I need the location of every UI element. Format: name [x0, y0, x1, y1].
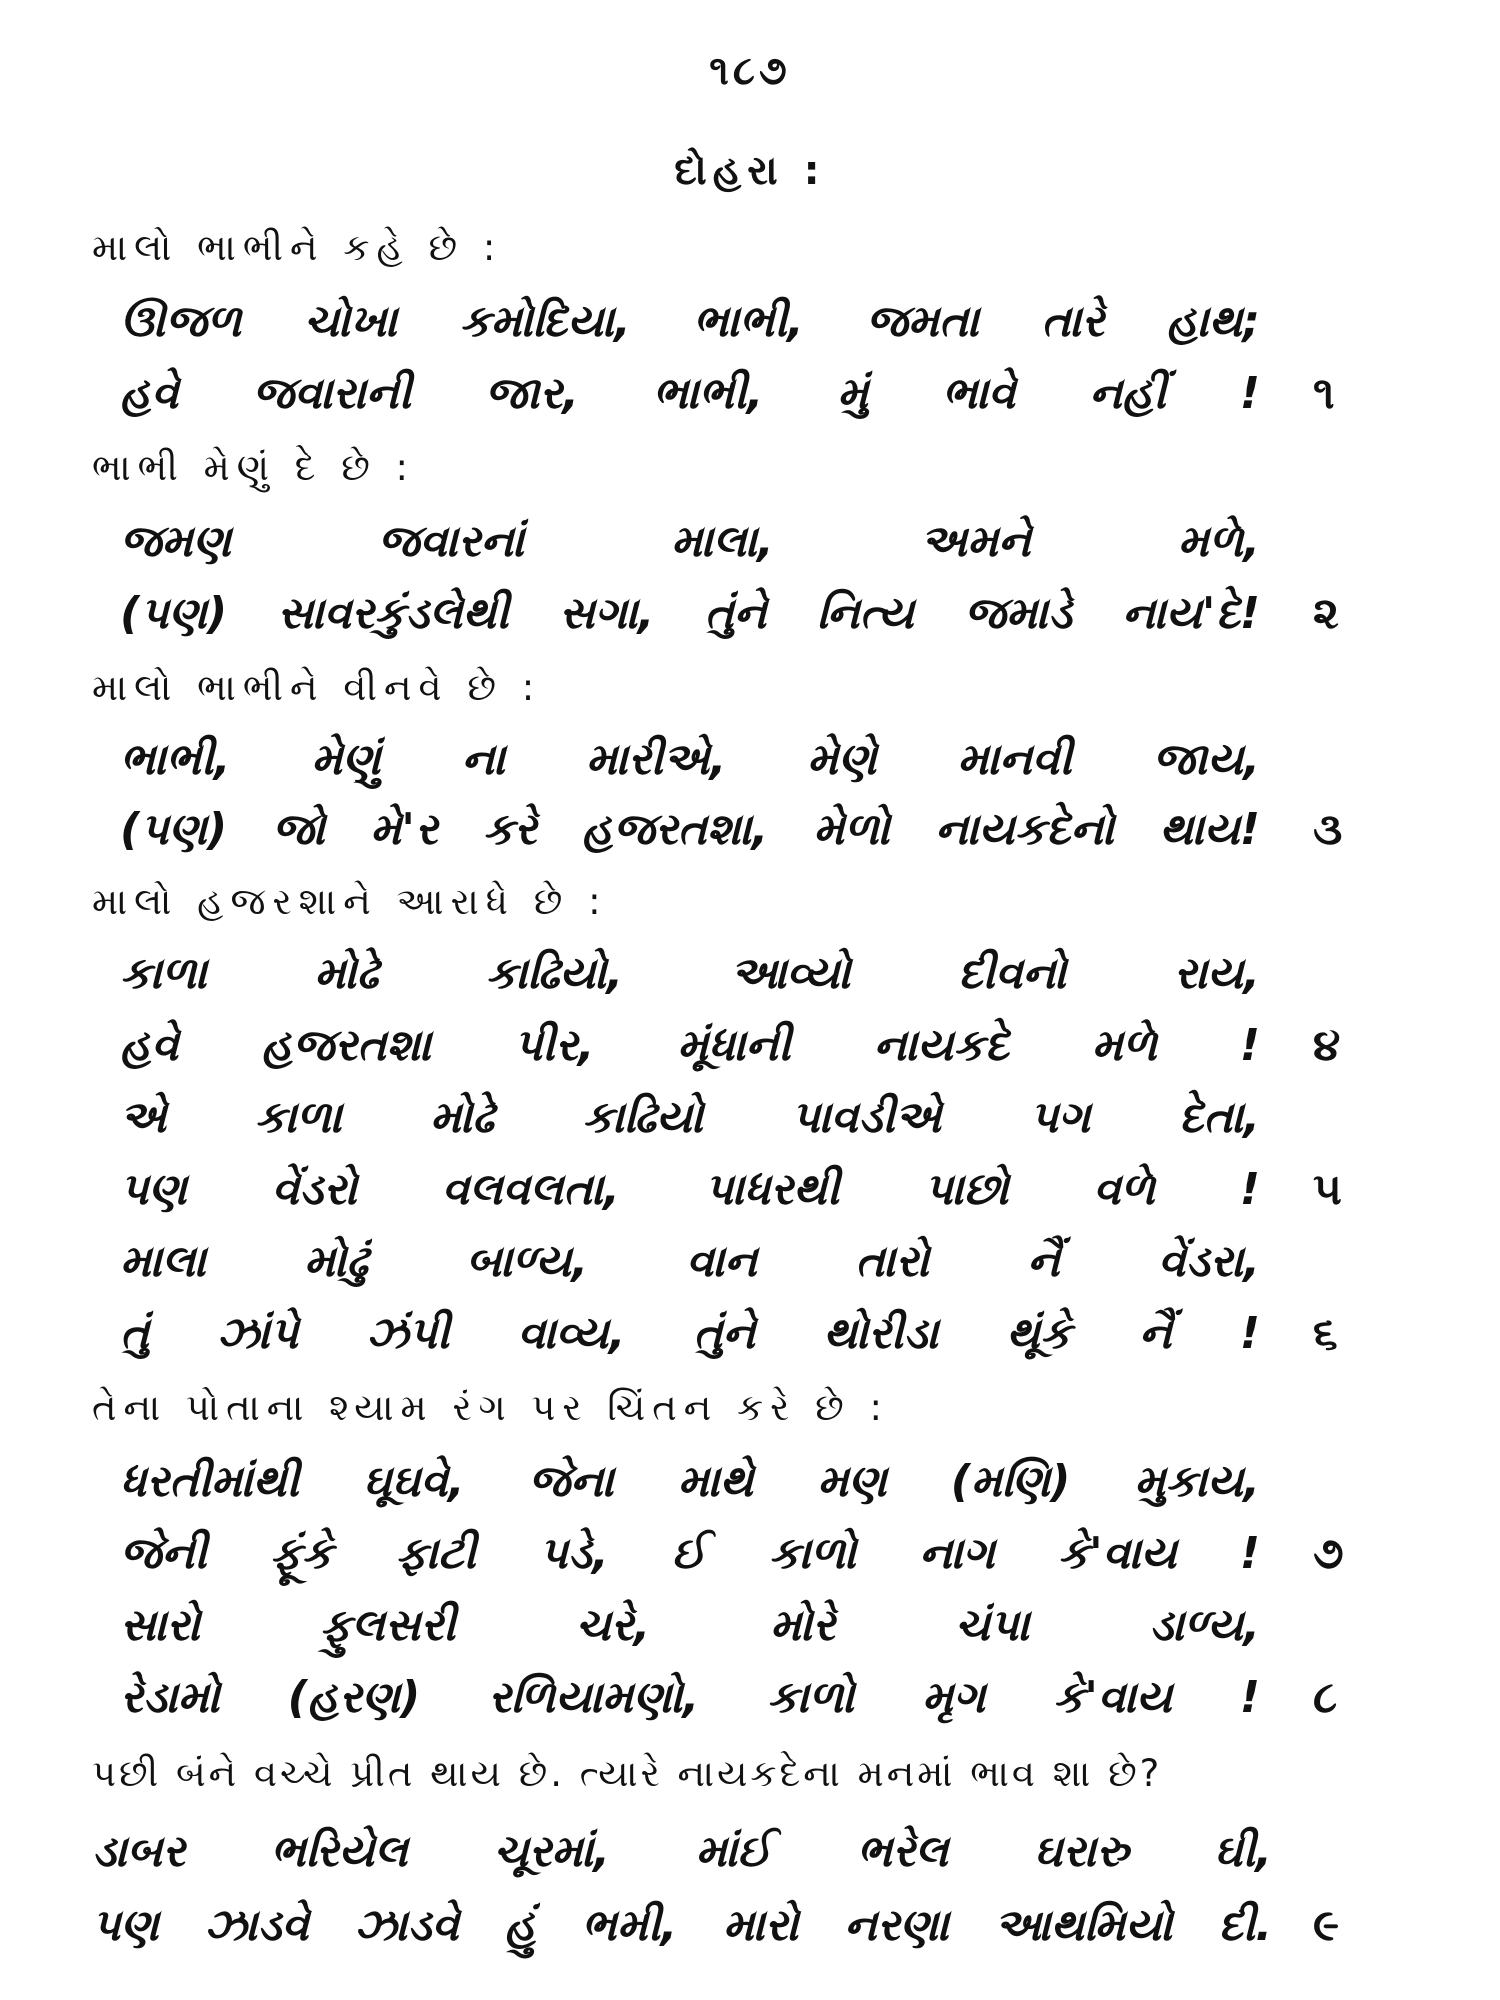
- verse-text: હવે જવારાની જાર, ભાભી, મું ભાવે નહીં !: [120, 368, 1260, 419]
- verse-line: [0, 1826, 1500, 1877]
- verse-text: ડાબર ભરિયેલ ચૂરમાં, માંઈ ભરેલ ઘરારુ ઘી,: [92, 1826, 1272, 1877]
- verse-text: કાળા મોઢે કાઢિયો, આવ્યો દીવનો રાય,: [120, 948, 1260, 999]
- verse-line: [0, 1020, 1500, 1071]
- prose-intro: ભાભી મેણું દે છે :: [92, 446, 416, 489]
- verse-line: [0, 804, 1500, 855]
- verse-number: ૯: [1313, 1900, 1340, 1951]
- verse-line: [0, 948, 1500, 999]
- prose-intro: પછી બંને વચ્ચે પ્રીત થાય છે. ત્યારે નાયકદેના મનમાં ભાવ શા છે?: [92, 1752, 1163, 1795]
- verse-number: ૫: [1313, 1164, 1342, 1215]
- verse-number: ૨: [1313, 588, 1339, 639]
- verse-text: (પણ) સાવરકુંડલેથી સગા, તુંને નિત્ય જમાડે નાય'દે!: [120, 588, 1260, 639]
- verse-line: [0, 368, 1500, 419]
- verse-text: પણ ઝાડવે ઝાડવે હું ભમી, મારો નરણા આથમિયો દી.: [92, 1900, 1272, 1951]
- verse-line: [0, 1456, 1500, 1507]
- verse-text: એ કાળા મોઢે કાઢિયો પાવડીએ પગ દેતા,: [120, 1092, 1260, 1143]
- verse-line: [0, 1900, 1500, 1951]
- verse-text: રેડામો (હરણ) રળિયામણો, કાળો મૃગ કે'વાય !: [120, 1672, 1260, 1723]
- verse-text: જેની ફૂંકે ફાટી પડે, ઈ કાળો નાગ કે'વાય !: [120, 1528, 1260, 1579]
- verse-number: ૮: [1313, 1672, 1338, 1723]
- verse-line: [0, 516, 1500, 567]
- verse-text: ધરતીમાંથી ઘૂઘવે, જેના માથે મણ (મણિ) મુકાય,: [120, 1456, 1260, 1507]
- verse-text: પણ વેંડરો વલવલતા, પાધરથી પાછો વળે !: [120, 1164, 1260, 1215]
- verse-text: ઊજળ ચોખા કમોદિયા, ભાભી, જમતા તારે હાથ;: [120, 296, 1260, 347]
- verse-number: ૭: [1313, 1528, 1344, 1579]
- verse-line: [0, 1092, 1500, 1143]
- verse-line: [0, 296, 1500, 347]
- verse-line: [0, 1528, 1500, 1579]
- verse-text: માલા મોઢું બાળ્ય, વાન તારો નૈં વેંડરા,: [120, 1236, 1260, 1287]
- verse-line: [0, 588, 1500, 639]
- verse-text: હવે હજરતશા પીર, મૂંધાની નાયકદે મળે !: [120, 1020, 1260, 1071]
- prose-intro: માલો હજરશાને આરાધે છે :: [92, 880, 608, 923]
- prose-intro: માલો ભાભીને વીનવે છે :: [92, 666, 542, 709]
- verse-line: [0, 1236, 1500, 1287]
- verse-number: ૬: [1313, 1308, 1338, 1359]
- verse-line: [0, 1672, 1500, 1723]
- verse-line: [0, 1600, 1500, 1651]
- verse-line: [0, 1164, 1500, 1215]
- verse-line: [0, 1308, 1500, 1359]
- page-number: ૧૮૭: [709, 48, 791, 94]
- verse-number: ૧: [1313, 368, 1335, 419]
- verse-text: સારો ફુલસરી ચરે, મોરે ચંપા ડાળ્ય,: [120, 1600, 1260, 1651]
- section-heading: દોહરા :: [674, 148, 826, 194]
- verse-number: ૪: [1313, 1020, 1341, 1071]
- verse-text: ભાભી, મેણું ના મારીએ, મેણે માનવી જાય,: [120, 734, 1260, 785]
- prose-intro: માલો ભાભીને કહે છે :: [92, 226, 503, 269]
- verse-text: તું ઝાંપે ઝંપી વાવ્ય, તુંને થોરીડા થૂંકે નૈં !: [120, 1308, 1260, 1359]
- verse-text: (પણ) જો મે'ર કરે હજરતશા, મેળો નાયકદેનો થાય!: [120, 804, 1260, 855]
- prose-intro: તેના પોતાના શ્યામ રંગ પર ચિંતન કરે છે :: [92, 1386, 889, 1429]
- verse-number: ૩: [1313, 804, 1343, 855]
- verse-text: જમણ જવારનાં માલા, અમને મળે,: [120, 516, 1260, 567]
- verse-line: [0, 734, 1500, 785]
